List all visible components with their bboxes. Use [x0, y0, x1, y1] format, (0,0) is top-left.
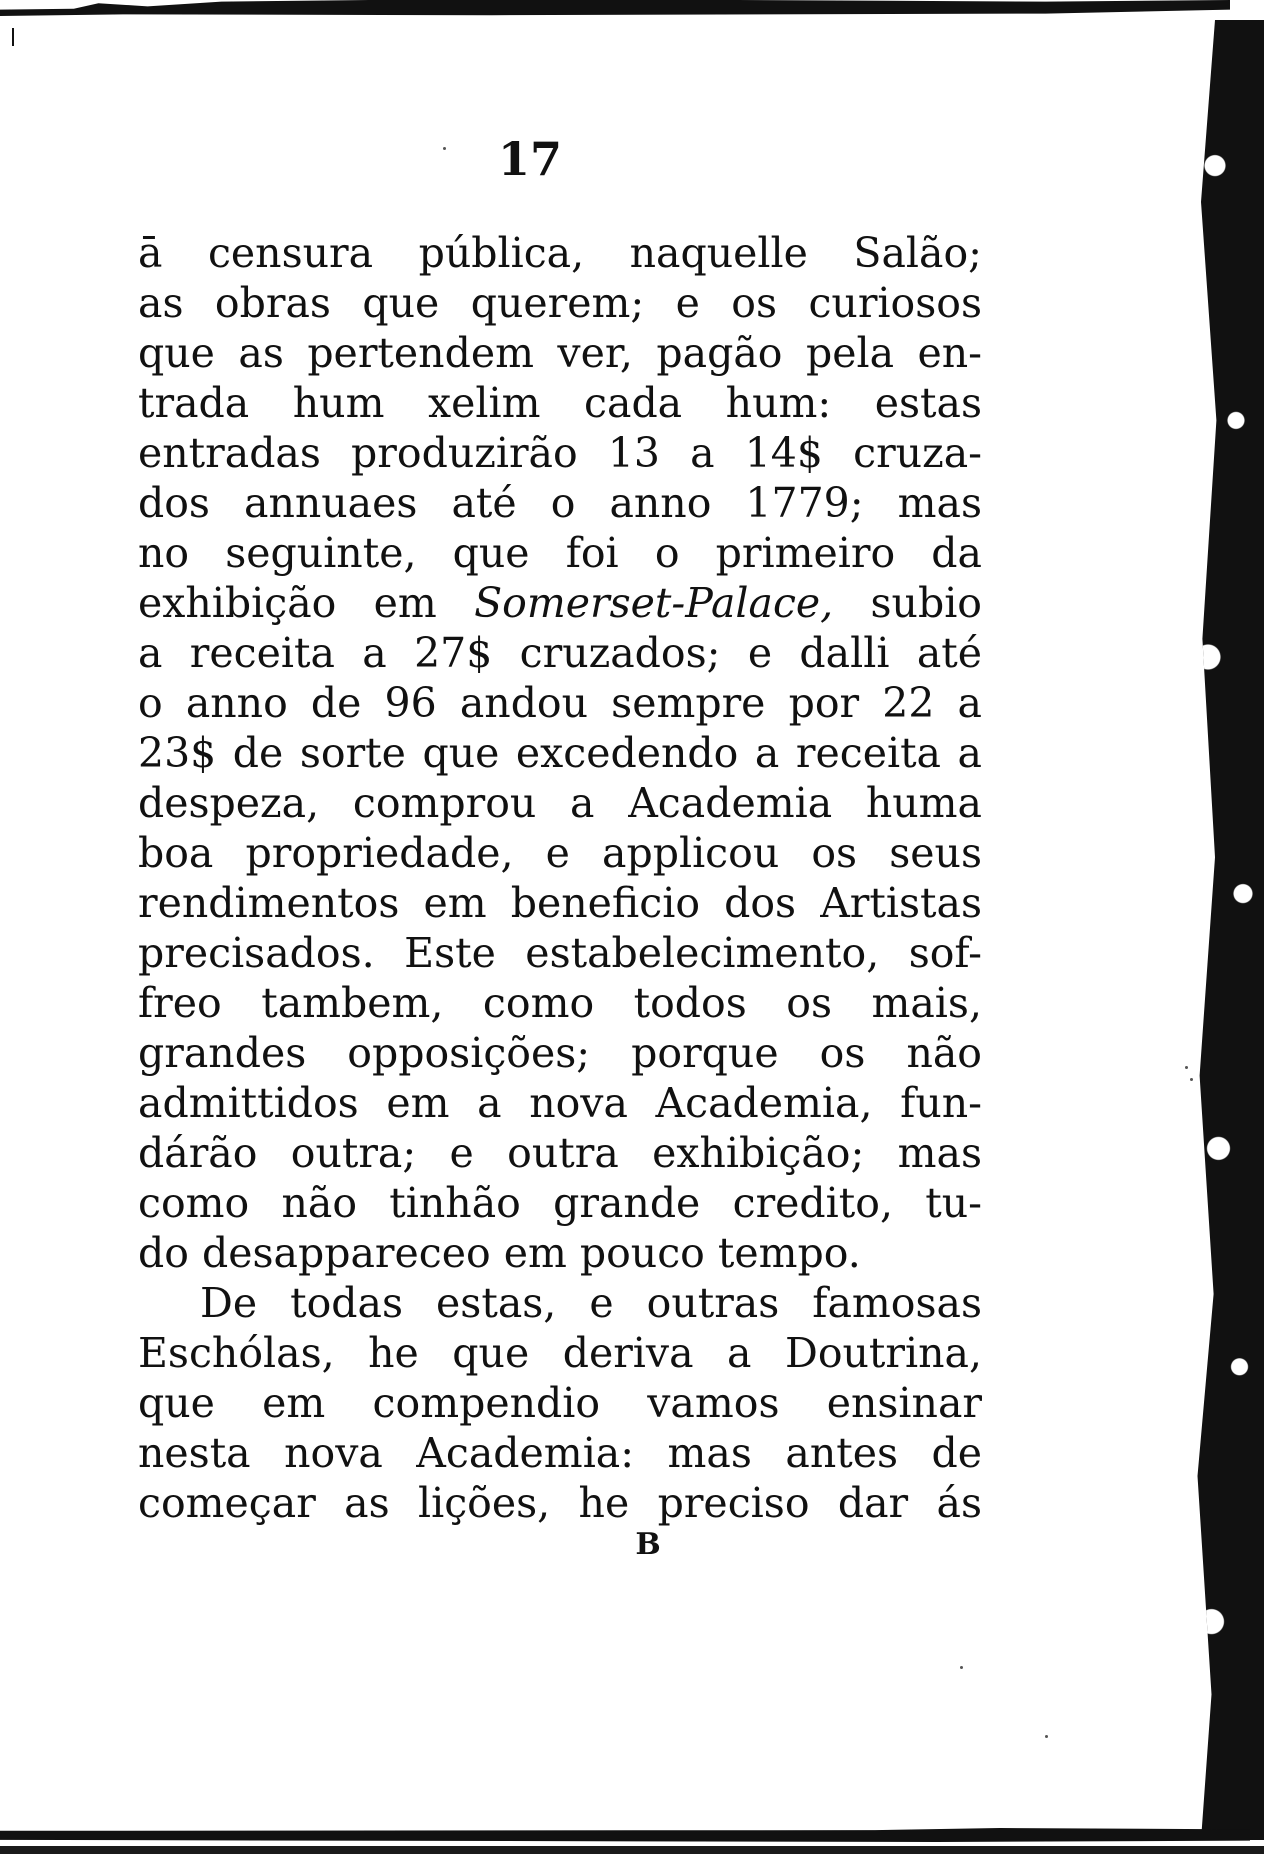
text-line: o anno de 96 andou sempre por 22 a: [138, 679, 982, 727]
top-left-mark: [12, 28, 14, 46]
speck: [1045, 1735, 1048, 1738]
bottom-edge-artifact: [0, 1828, 1250, 1842]
text-line: 23$ de sorte que excedendo a receita a: [138, 729, 982, 777]
speck: [960, 1666, 963, 1669]
text-line: rendimentos em beneficio dos Artistas: [138, 879, 982, 927]
text-line: entradas produzirão 13 a 14$ cruza-: [138, 429, 982, 477]
speck: [1185, 1066, 1188, 1069]
speck: [443, 147, 446, 150]
text-line: [138, 578, 982, 628]
speck: [1190, 1078, 1193, 1081]
right-edge-artifact: [1194, 20, 1264, 1840]
text-line: dárão outra; e outra exhibição; mas: [138, 1129, 982, 1177]
text-line: a receita a 27$ cruzados; e dalli até: [138, 629, 982, 677]
text-segment: subio: [870, 579, 982, 627]
text-line: grandes opposições; porque os não: [138, 1029, 982, 1077]
bottom-edge-band: [0, 1846, 1264, 1854]
text-line: despeza, comprou a Academia huma: [138, 779, 982, 827]
text-line: nesta nova Academia: mas antes de: [138, 1429, 982, 1477]
page-number: 17: [498, 132, 563, 186]
text-line: precisados. Este estabelecimento, sof-: [138, 929, 982, 977]
top-edge-artifact: [0, 0, 1230, 16]
text-line: do desappareceo em pouco tempo.: [138, 1229, 861, 1277]
paragraph-start-line: De todas estas, e outras famosas: [200, 1279, 982, 1327]
text-line: como não tinhão grande credito, tu-: [138, 1179, 982, 1227]
text-line: ā censura pública, naquelle Salão;: [138, 229, 982, 277]
text-line: dos annuaes até o anno 1779; mas: [138, 479, 982, 527]
text-line: boa propriedade, e applicou os seus: [138, 829, 982, 877]
text-line: que as pertendem ver, pagão pela en-: [138, 329, 982, 377]
text-line: que em compendio vamos ensinar: [138, 1379, 982, 1427]
text-segment: exhibição em: [138, 579, 437, 627]
text-line: começar as lições, he preciso dar ás: [138, 1479, 982, 1527]
text-line: freo tambem, como todos os mais,: [138, 979, 982, 1027]
body-text: [138, 228, 982, 1528]
text-line: Eschólas, he que deriva a Doutrina,: [138, 1329, 982, 1377]
text-line: admittidos em a nova Academia, fun-: [138, 1079, 982, 1127]
text-line: no seguinte, que foi o primeiro da: [138, 529, 982, 577]
italic-place-name: Somerset-Palace,: [474, 579, 834, 627]
signature-mark: B: [635, 1527, 661, 1562]
text-line: as obras que querem; e os curiosos: [138, 279, 982, 327]
text-line: trada hum xelim cada hum: estas: [138, 379, 982, 427]
